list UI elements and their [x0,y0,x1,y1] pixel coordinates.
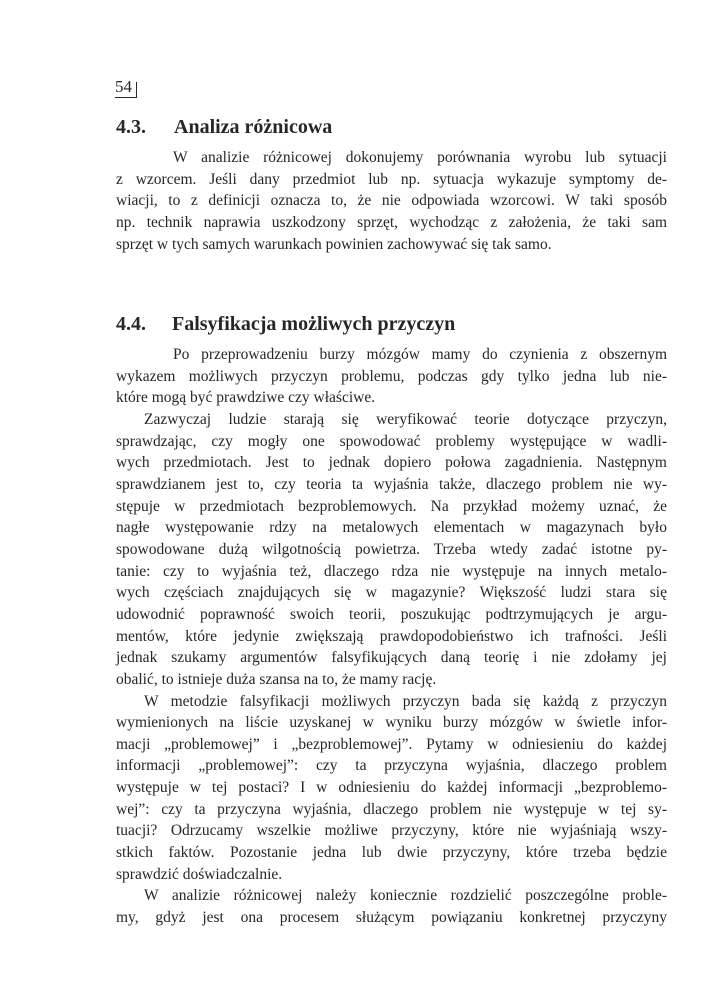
section-heading-4-3 [116,115,332,139]
text-line: wykazem możliwych przyczyn problemu, podczas gdy tylko jedna lub nie- [116,367,667,385]
section-heading-4-4 [116,312,455,336]
paragraph [116,344,667,409]
section-number: 4.4. [116,313,146,335]
text-line: sprawdzić doświadczalnie. [116,865,283,883]
text-line: sprawdzianem jest to, czy teoria ta wyjaśnia także, dlaczego problem nie wy- [116,475,667,493]
paragraph [116,691,667,886]
text-line: wiacji, to z definicji oznacza to, że nie odpowiada wzorcowi. W taki sposób [116,192,667,210]
text-line: my, gdyż jest ona procesem służącym powiązaniu konkretnej przyczyny [116,909,667,927]
text-line: W analizie różnicowej dokonujemy porównania wyrobu lub sytuacji [173,149,667,166]
text-line: wymienionych na liście uzyskanej w wyniku burzy mózgów w świetle infor- [116,714,667,732]
text-line: jednak szukamy argumentów falsyfikujących daną teorię i nie zdołamy jej [116,649,667,667]
text-line: stkich faktów. Pozostanie jedna lub dwie przyczyny, które trzeba będzie [116,844,667,862]
text-line: które mogą być prawdziwe czy właściwe. [116,389,376,407]
text-line: Po przeprowadzeniu burzy mózgów mamy do czynienia z obszernym [173,346,667,363]
text-line: W analizie różnicowej należy koniecznie rozdzielić poszczególne proble- [144,887,667,905]
paragraph [116,147,667,255]
text-line: wych częściach znajdujących się w magazynie? Większość ludzi stara się [116,584,667,602]
text-line: tuacji? Odrzucamy wszelkie możliwe przyczyny, które nie wyjaśniają wszy- [116,822,667,840]
page-number: 54 [115,77,137,98]
text-line: wej”: czy ta przyczyna wyjaśnia, dlaczego problem nie występuje w tej sy- [116,800,667,818]
text-line: stępuje w przedmiotach bezproblemowych. Na przykład możemy uznać, że [116,497,667,515]
section-body-4-3 [116,147,667,255]
paragraph [116,409,667,691]
text-line: wych przedmiotach. Jest to jednak dopiero połowa zagadnienia. Następnym [116,454,667,472]
text-line: spowodowane dużą wilgotnością powietrza. Trzeba wtedy zadać istotne py- [116,540,667,558]
paragraph [116,885,667,928]
text-line: udowodnić poprawność swoich teorii, poszukując podtrzymujących je argu- [116,605,667,623]
text-line: sprawdzając, czy mogły one spowodować problemy występujące w wadli- [116,432,667,450]
text-line: informacji „problemowej”: czy ta przyczyna wyjaśnia, dlaczego problem [116,757,667,775]
section-body-4-4 [116,344,667,929]
section-title: Falsyfikacja możliwych przyczyn [172,313,456,335]
text-line: występuje w tej postaci? I w odniesieniu do każdej informacji „bezproblemo- [116,779,667,797]
text-line: W metodzie falsyfikacji możliwych przyczyn bada się każdą z przyczyn [144,692,667,710]
text-line: macji „problemowej” i „bezproblemowej”. Pytamy w odniesieniu do każdej [116,735,667,753]
text-line: nagłe występowanie rdzy na metalowych elementach w magazynach było [116,519,667,537]
text-line: np. technik naprawia uszkodzony sprzęt, wychodząc z założenia, że taki sam [116,213,667,231]
text-line: z wzorcem. Jeśli dany przedmiot lub np. sytuacja wykazuje symptomy de- [116,170,667,188]
text-line: Zazwyczaj ludzie starają się weryfikować teorie dotyczące przyczyn, [144,410,667,428]
section-number: 4.3. [116,116,146,138]
text-line: tanie: czy to wyjaśnia też, dlaczego rdza nie występuje na innych metalo- [116,562,667,580]
text-line: mentów, które jedynie zwiększają prawdopodobieństwo ich trafności. Jeśli [116,627,667,645]
section-title: Analiza różnicowa [174,116,333,138]
text-line: obalić, to istnieje duża szansa na to, że mamy rację. [116,670,437,688]
text-line: sprzęt w tych samych warunkach powinien zachowywać się tak samo. [116,235,552,253]
